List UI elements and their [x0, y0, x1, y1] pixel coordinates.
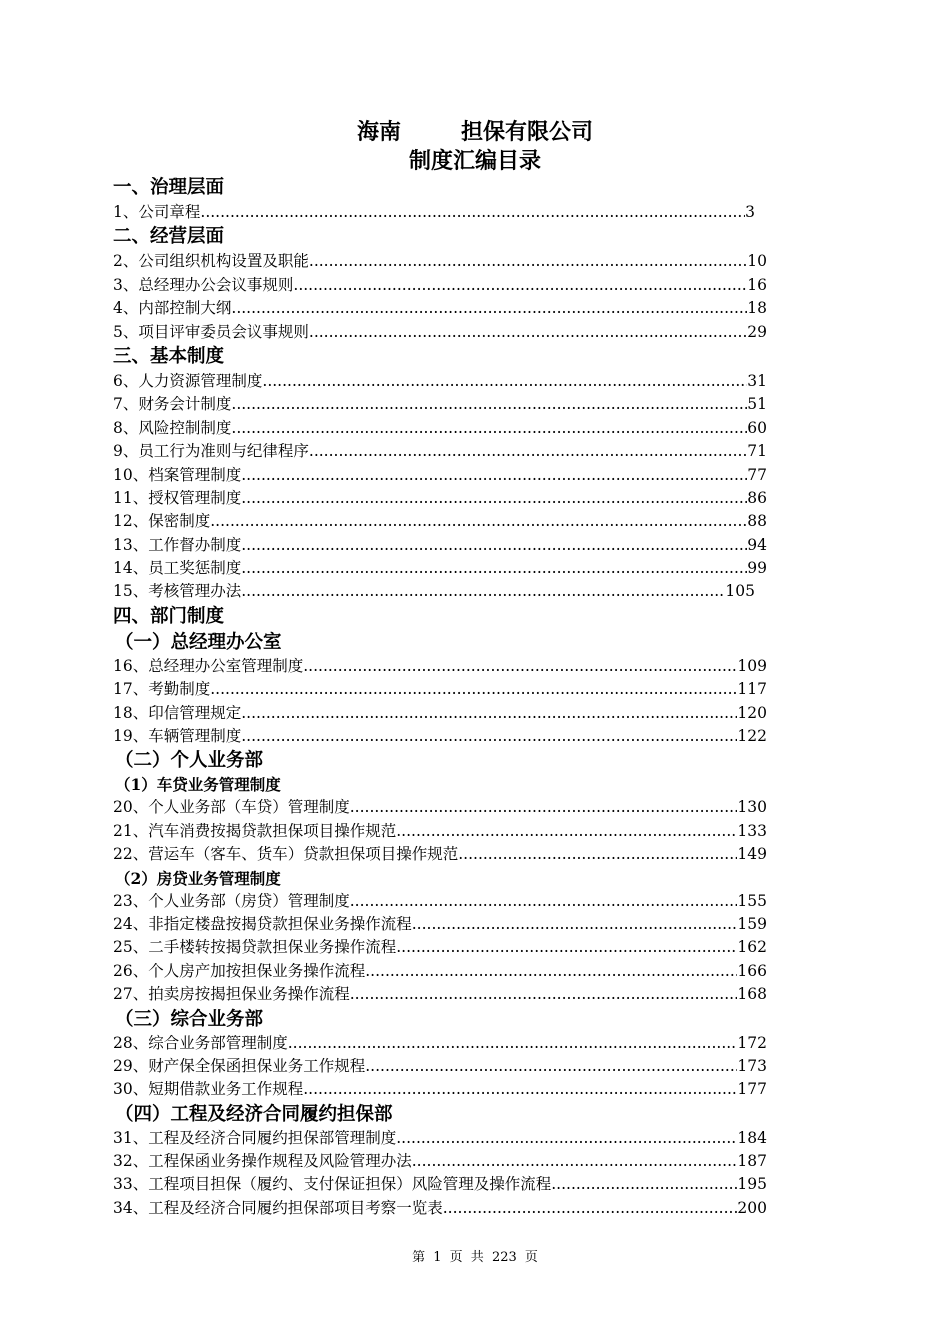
toc-leader-dots — [303, 1078, 737, 1101]
toc-leader-dots — [396, 820, 737, 843]
toc-entry-number: 23、 — [113, 891, 149, 910]
title-part-2: 担保有限公司 — [461, 119, 594, 145]
toc-entry — [113, 201, 755, 224]
toc-entry-number: 20、 — [113, 798, 149, 817]
footer-prefix: 第 — [412, 1250, 426, 1265]
footer-mid1: 页 — [449, 1250, 463, 1265]
toc-entry-title: 车辆管理制度 — [148, 727, 242, 746]
toc-entry-title: 项目评审委员会议事规则 — [138, 322, 309, 341]
toc-leader-dots — [241, 534, 747, 557]
toc-subsubsection-heading: （2）房贷业务管理制度 — [115, 868, 281, 888]
toc-leader-dots — [365, 1055, 737, 1078]
toc-entry — [113, 936, 767, 959]
toc-entry-number: 22、 — [113, 845, 149, 864]
toc-entry-title: 工程及经济合同履约担保部管理制度 — [148, 1128, 397, 1147]
toc-leader-dots — [412, 913, 738, 936]
toc-entry-title: 财务会计制度 — [138, 395, 232, 414]
toc-entry-title: 个人业务部（车贷）管理制度 — [148, 798, 350, 817]
toc-entry-number: 31、 — [113, 1128, 149, 1147]
toc-entry — [113, 580, 755, 603]
toc-entry — [113, 321, 767, 344]
toc-entry-page: 99 — [747, 559, 767, 578]
toc-entry-title: 内部控制大纲 — [138, 299, 232, 318]
toc-entry-title: 员工行为准则与纪律程序 — [138, 442, 309, 461]
toc-entry-number: 6、 — [113, 371, 139, 390]
toc-entry — [113, 297, 767, 320]
toc-entry — [113, 1174, 767, 1197]
toc-entry-page: 105 — [725, 582, 755, 601]
toc-entry-number: 26、 — [113, 961, 149, 980]
toc-entry — [113, 417, 767, 440]
footer-mid2: 共 — [470, 1250, 484, 1265]
toc-entry-title: 档案管理制度 — [148, 465, 242, 484]
toc-leader-dots — [210, 678, 737, 701]
toc-entry-number: 13、 — [113, 535, 149, 554]
toc-entry-title: 财产保全保函担保业务工作规程 — [148, 1056, 366, 1075]
toc-subsection-heading: （二）个人业务部 — [115, 750, 264, 772]
toc-entry — [113, 510, 767, 533]
toc-entry-page: 16 — [747, 275, 767, 294]
toc-entry — [113, 250, 767, 273]
toc-leader-dots — [200, 201, 745, 224]
toc-leader-dots — [350, 983, 738, 1006]
toc-entry-page: 29 — [747, 322, 767, 341]
toc-entry-number: 4、 — [113, 299, 139, 318]
toc-entry-page: 18 — [747, 299, 767, 318]
toc-entry — [113, 557, 767, 580]
toc-entry — [113, 370, 767, 393]
toc-entry-page: 173 — [737, 1056, 767, 1075]
toc-entry-number: 10、 — [113, 465, 149, 484]
toc-subsubsection-heading: （1）车贷业务管理制度 — [115, 775, 281, 795]
toc-entry-page: 149 — [737, 845, 767, 864]
toc-section-heading: 二、经营层面 — [113, 226, 225, 248]
toc-entry-title: 考核管理办法 — [148, 582, 242, 601]
toc-entry-page: 51 — [747, 395, 767, 414]
toc-leader-dots — [231, 417, 747, 440]
toc-entry — [113, 913, 767, 936]
toc-entry-number: 16、 — [113, 656, 149, 675]
toc-entry-page: 120 — [737, 703, 767, 722]
toc-entry-page: 31 — [747, 371, 767, 390]
toc-leader-dots — [241, 464, 747, 487]
toc-entry-number: 12、 — [113, 512, 149, 531]
toc-entry-title: 个人业务部（房贷）管理制度 — [148, 891, 350, 910]
toc-leader-dots — [293, 274, 747, 297]
toc-entry — [113, 820, 767, 843]
toc-entry-title: 营运车（客车、货车）贷款担保项目操作规范 — [148, 845, 459, 864]
toc-entry — [113, 1078, 767, 1101]
toc-entry-title: 公司章程 — [138, 202, 201, 221]
toc-entry-number: 32、 — [113, 1152, 149, 1171]
toc-leader-dots — [309, 440, 747, 463]
toc-entry-page: 71 — [747, 442, 767, 461]
footer-suffix: 页 — [524, 1250, 538, 1265]
toc-entry-title: 风险控制制度 — [138, 418, 232, 437]
toc-entry — [113, 655, 767, 678]
toc-entry — [113, 440, 767, 463]
toc-entry-title: 拍卖房按揭担保业务操作流程 — [148, 985, 350, 1004]
toc-entry-page: 195 — [737, 1175, 767, 1194]
toc-entry-number: 14、 — [113, 559, 149, 578]
toc-entry-number: 24、 — [113, 914, 149, 933]
toc-entry-page: 94 — [747, 535, 767, 554]
toc-leader-dots — [303, 655, 737, 678]
toc-entry-number: 7、 — [113, 395, 139, 414]
toc-entry-number: 15、 — [113, 582, 149, 601]
toc-entry-title: 人力资源管理制度 — [138, 371, 263, 390]
toc-entry — [113, 534, 767, 557]
toc-leader-dots — [241, 580, 725, 603]
toc-entry-page: 155 — [737, 891, 767, 910]
toc-entry-page: 177 — [737, 1080, 767, 1099]
toc-entry-page: 122 — [737, 727, 767, 746]
toc-entry-number: 8、 — [113, 418, 139, 437]
toc-leader-dots — [309, 250, 747, 273]
toc-entry-number: 29、 — [113, 1056, 149, 1075]
toc-entry-page: 3 — [745, 202, 755, 221]
toc-leader-dots — [458, 843, 737, 866]
toc-leader-dots — [231, 297, 747, 320]
toc-entry — [113, 1197, 767, 1220]
toc-entry — [113, 960, 767, 983]
toc-entry — [113, 983, 767, 1006]
table-of-contents — [113, 175, 767, 1220]
footer-total-pages: 223 — [491, 1250, 517, 1265]
toc-entry — [113, 702, 767, 725]
document-title: 制度汇编目录 — [408, 148, 541, 174]
toc-leader-dots — [443, 1197, 738, 1220]
toc-subsection-heading: （四）工程及经济合同履约担保部 — [115, 1103, 393, 1125]
toc-entry-page: 133 — [737, 821, 767, 840]
toc-entry — [113, 1127, 767, 1150]
toc-entry-title: 保密制度 — [148, 512, 211, 531]
toc-entry-title: 工程保函业务操作规程及风险管理办法 — [148, 1152, 412, 1171]
toc-entry-title: 二手楼转按揭贷款担保业务操作流程 — [148, 938, 397, 957]
toc-leader-dots — [396, 936, 737, 959]
toc-entry-page: 172 — [737, 1033, 767, 1052]
toc-entry — [113, 464, 767, 487]
toc-entry-number: 34、 — [113, 1198, 149, 1217]
toc-section-heading: 四、部门制度 — [113, 605, 225, 627]
toc-entry-page: 86 — [747, 488, 767, 507]
toc-entry-page: 187 — [737, 1152, 767, 1171]
toc-entry-number: 17、 — [113, 680, 149, 699]
toc-entry-title: 考勤制度 — [148, 680, 211, 699]
toc-entry-page: 166 — [737, 961, 767, 980]
toc-entry-number: 33、 — [113, 1175, 149, 1194]
toc-entry — [113, 1055, 767, 1078]
toc-subsection-heading: （一）总经理办公室 — [115, 631, 282, 653]
toc-entry-page: 130 — [737, 798, 767, 817]
toc-subsection-heading: （三）综合业务部 — [115, 1008, 264, 1030]
toc-entry-title: 工程项目担保（履约、支付保证担保）风险管理及操作流程 — [148, 1175, 552, 1194]
toc-entry-title: 总经理办公室管理制度 — [148, 656, 304, 675]
toc-entry-title: 印信管理规定 — [148, 703, 242, 722]
toc-entry-title: 总经理办公会议事规则 — [138, 275, 294, 294]
toc-section-heading: 三、基本制度 — [113, 345, 225, 367]
toc-entry-number: 3、 — [113, 275, 139, 294]
footer-current-page: 1 — [433, 1250, 442, 1265]
toc-entry-page: 117 — [737, 680, 767, 699]
toc-entry-title: 员工奖惩制度 — [148, 559, 242, 578]
toc-entry — [113, 796, 767, 819]
toc-entry-page: 184 — [737, 1128, 767, 1147]
toc-leader-dots — [262, 370, 747, 393]
toc-entry-number: 28、 — [113, 1033, 149, 1052]
toc-leader-dots — [288, 1032, 738, 1055]
toc-entry — [113, 725, 767, 748]
toc-entry-number: 21、 — [113, 821, 149, 840]
title-part-1: 海南 — [356, 119, 401, 145]
toc-entry-page: 109 — [737, 656, 767, 675]
toc-entry-number: 27、 — [113, 985, 149, 1004]
document-title-company — [0, 118, 950, 146]
toc-entry-title: 授权管理制度 — [148, 488, 242, 507]
toc-leader-dots — [210, 510, 747, 533]
toc-entry-page: 168 — [737, 985, 767, 1004]
toc-entry-title: 综合业务部管理制度 — [148, 1033, 288, 1052]
toc-entry-number: 18、 — [113, 703, 149, 722]
toc-entry-title: 短期借款业务工作规程 — [148, 1080, 304, 1099]
toc-entry — [113, 890, 767, 913]
toc-entry-page: 10 — [747, 252, 767, 271]
toc-leader-dots — [241, 487, 747, 510]
toc-entry — [113, 393, 767, 416]
toc-entry-title: 工作督办制度 — [148, 535, 242, 554]
toc-entry — [113, 1150, 767, 1173]
toc-entry-page: 77 — [747, 465, 767, 484]
toc-entry — [113, 1032, 767, 1055]
toc-entry-number: 5、 — [113, 322, 139, 341]
toc-entry-page: 88 — [747, 512, 767, 531]
toc-leader-dots — [231, 393, 747, 416]
toc-entry-title: 汽车消费按揭贷款担保项目操作规范 — [148, 821, 397, 840]
toc-entry-title: 个人房产加按担保业务操作流程 — [148, 961, 366, 980]
toc-leader-dots — [350, 796, 738, 819]
toc-entry-page: 200 — [737, 1198, 767, 1217]
toc-entry-page: 162 — [737, 938, 767, 957]
page-footer — [0, 1246, 950, 1265]
toc-leader-dots — [309, 321, 747, 344]
toc-leader-dots — [396, 1127, 737, 1150]
toc-entry — [113, 678, 767, 701]
toc-entry-number: 2、 — [113, 252, 139, 271]
toc-entry — [113, 843, 767, 866]
toc-entry — [113, 487, 767, 510]
toc-leader-dots — [241, 702, 737, 725]
toc-leader-dots — [412, 1150, 738, 1173]
toc-entry-number: 11、 — [113, 488, 149, 507]
toc-entry-title: 公司组织机构设置及职能 — [138, 252, 309, 271]
toc-leader-dots — [551, 1173, 737, 1196]
toc-entry-number: 9、 — [113, 442, 139, 461]
toc-leader-dots — [350, 890, 738, 913]
toc-leader-dots — [365, 960, 737, 983]
toc-entry — [113, 274, 767, 297]
toc-entry-number: 30、 — [113, 1080, 149, 1099]
toc-entry-number: 1、 — [113, 202, 139, 221]
toc-entry-page: 60 — [747, 418, 767, 437]
toc-entry-title: 非指定楼盘按揭贷款担保业务操作流程 — [148, 914, 412, 933]
toc-entry-page: 159 — [737, 914, 767, 933]
toc-entry-number: 25、 — [113, 938, 149, 957]
toc-leader-dots — [241, 557, 747, 580]
toc-section-heading: 一、治理层面 — [113, 177, 225, 198]
toc-entry-title: 工程及经济合同履约担保部项目考察一览表 — [148, 1198, 443, 1217]
toc-leader-dots — [241, 725, 737, 748]
toc-entry-number: 19、 — [113, 727, 149, 746]
